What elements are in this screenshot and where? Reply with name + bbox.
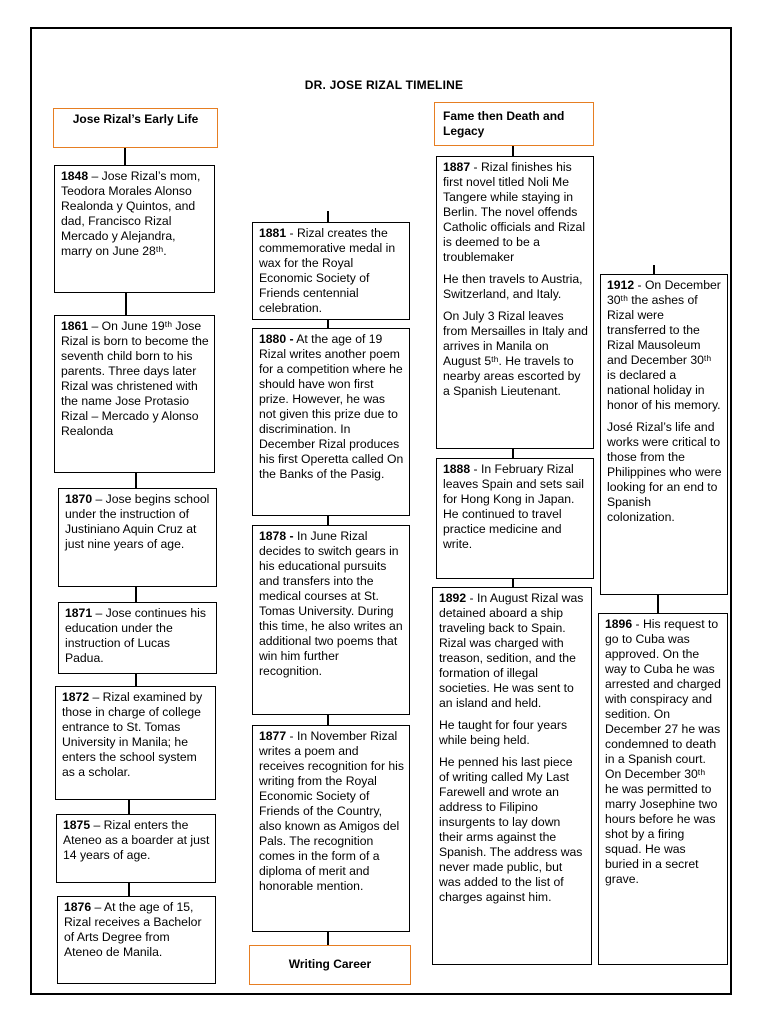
event-year: 1892 [439,591,467,605]
event-box-1912 [600,274,728,595]
timeline-title: DR. JOSE RIZAL TIMELINE [304,78,464,92]
event-box-1881 [252,222,410,320]
event-year: 1878 - [259,529,294,543]
event-note: On July 3 Rizal leaves from Mersailles in Italy and arrives in Manila on August 5ᵗʰ. He travels to nearby areas escorted by a Spanish Lieutenant. [443,309,588,398]
event-box-1896 [598,613,728,965]
event-box-1870 [58,488,217,587]
event-year: 1880 - [259,332,294,346]
event-text: At the age of 19 Rizal writes another poem for a competition where he should have won first prize. However, he was not given this prize due to discrimination. In December Rizal produces his first Operetta called On the Banks of the Pasig. [259,332,404,481]
event-text: – Jose Rizal’s mom, Teodora Morales Alonso Realonda y Quintos, and dad, Francisco Rizal Mercado y Alejandra, marry on June 28ᵗʰ. [61,169,201,258]
connector-line [657,594,659,614]
event-year: 1888 [443,462,471,476]
event-box-1848 [54,165,215,293]
connector-line [128,882,130,897]
event-box-1880 [252,328,410,516]
event-year: 1861 [61,319,89,333]
event-note: José Rizal’s life and works were critical to those from the Philippines who were looking for an end to Spanish colonization. [607,420,722,524]
event-note: He then travels to Austria, Switzerland, and Italy. [443,272,583,301]
event-text: – Jose continues his education under the instruction of Lucas Padua. [65,606,206,665]
event-year: 1887 [443,160,471,174]
event-text: - In February Rizal leaves Spain and sets sail for Hong Kong in Japan. He continued to travel practice medicine and write. [443,462,584,551]
event-box-1872 [55,686,216,800]
event-box-1861 [54,315,215,473]
event-year: 1896 [605,617,633,631]
event-box-1877 [252,725,410,932]
event-year: 1872 [62,690,90,704]
event-box-1876 [57,896,216,984]
connector-line [327,931,329,945]
event-year: 1870 [65,492,93,506]
connector-line [135,586,137,603]
event-box-1871 [58,602,217,674]
event-box-1888 [436,458,594,579]
connector-line [124,147,126,167]
connector-line [135,472,137,489]
event-year: 1875 [63,818,91,832]
header-writing-career: Writing Career [249,945,411,985]
event-text: In June Rizal decides to switch gears in his educational pursuits and transfers into the medical courses at St. Tomas University. During this time, he also writes an additional two poems that win him further recognition. [259,529,403,678]
event-text: - In November Rizal writes a poem and receives recognition for his writing from the Royal Economic Society of Friends of the Country, also known as Amigos del Pals. The recognition comes in the form of a diploma of merit and honorable mention. [259,729,404,893]
event-text: - Rizal creates the commemorative medal in wax for the Royal Economic Society of Friends centennial celebration. [259,226,396,315]
event-text: – At the age of 15, Rizal receives a Bachelor of Arts Degree from Ateneo de Manila. [64,900,202,959]
event-year: 1881 [259,226,287,240]
event-text: - His request to go to Cuba was approved. On the way to Cuba he was arrested and charged with conspiracy and sedition. On December 27 he was condemned to death in a Spanish court. On December 30ᵗʰ he was permitted to marry Josephine two hours before he was shot by a firing squad. He was buried in a secret grave. [605,617,721,886]
event-text: - In August Rizal was detained aboard a ship traveling back to Spain. Rizal was charged with treason, sedition, and the formation of illegal societies. He was sent to an island and held. [439,591,584,710]
event-note: He taught for four years while being held. [439,718,568,747]
event-year: 1876 [64,900,92,914]
event-year: 1848 [61,169,89,183]
header-early-life: Jose Rizal’s Early Life [53,108,218,148]
header-fame-death-legacy: Fame then Death and Legacy [434,102,594,146]
event-text: - On December 30ᵗʰ the ashes of Rizal were transferred to the Rizal Mausoleum and December 30ᵗʰ is declared a national holiday in honor of his memory. [607,278,721,412]
event-text: - Rizal finishes his first novel titled Noli Me Tangere while staying in Berlin. The novel offends Catholic officials and Rizal is deemed to be a troublemaker [443,160,586,264]
event-text: – Rizal examined by those in charge of college entrance to St. Tomas University in Manila; he enters the school system as a scholar. [62,690,203,779]
event-box-1887 [436,156,594,449]
event-year: 1871 [65,606,93,620]
event-year: 1912 [607,278,635,292]
connector-line [128,799,130,815]
connector-line [135,673,137,687]
event-note: He penned his last piece of writing called My Last Farewell and wrote an address to Filipino insurgents to lay down their arms against the Spanish. The address was never made public, but was added to the list of charges against him. [439,755,583,904]
event-box-1875 [56,814,216,883]
connector-line [125,292,127,316]
event-year: 1877 [259,729,287,743]
event-box-1892 [432,587,592,965]
event-box-1878 [252,525,410,715]
event-text: – On June 19ᵗʰ Jose Rizal is born to become the seventh child born to his parents. Three days later Rizal was christened with the name Jose Protasio Rizal – Mercado y Alonso Realonda [61,319,209,438]
event-text: – Rizal enters the Ateneo as a boarder at just 14 years of age. [63,818,210,862]
event-text: – Jose begins school under the instruction of Justiniano Aquin Cruz at just nine years of age. [65,492,210,551]
